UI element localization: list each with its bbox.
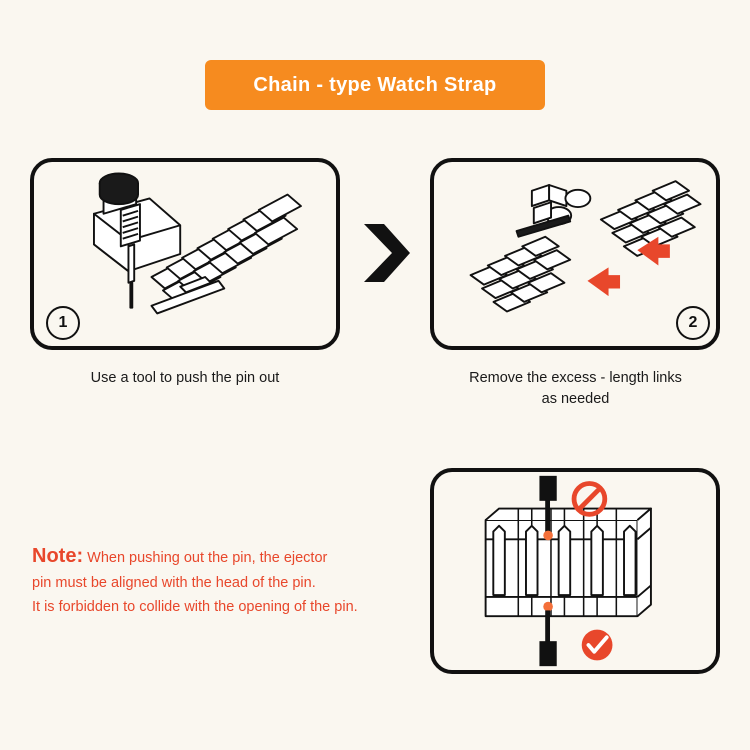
step-1-badge: 1	[46, 306, 80, 340]
chevron-right-arrow-icon	[358, 222, 414, 284]
step-2-caption-line-2: as needed	[541, 391, 610, 408]
page-title: Chain - type Watch Strap	[253, 73, 497, 96]
pin-alignment-detail-icon	[434, 472, 716, 670]
note-label: Note:	[32, 545, 84, 567]
note-line-2: pin must be aligned with the head of the pin.	[32, 575, 316, 592]
step-2-badge: 2	[676, 306, 710, 340]
page-title-banner	[205, 60, 545, 110]
step-2-caption	[418, 368, 733, 410]
watch-strap-removed-links-icon	[434, 162, 716, 346]
note-line-3: It is forbidden to collide with the opening of the pin.	[32, 598, 358, 615]
note-text-1: When pushing out the pin, the ejector	[87, 550, 328, 566]
check-circle-sign-icon	[582, 630, 613, 661]
pin-alignment-detail-panel	[430, 468, 720, 674]
step-1-caption: Use a tool to push the pin out	[90, 370, 280, 386]
note-block	[32, 540, 412, 619]
note-line-1	[32, 540, 412, 572]
step-2-caption-line-1: Remove the excess - length links	[469, 370, 682, 386]
